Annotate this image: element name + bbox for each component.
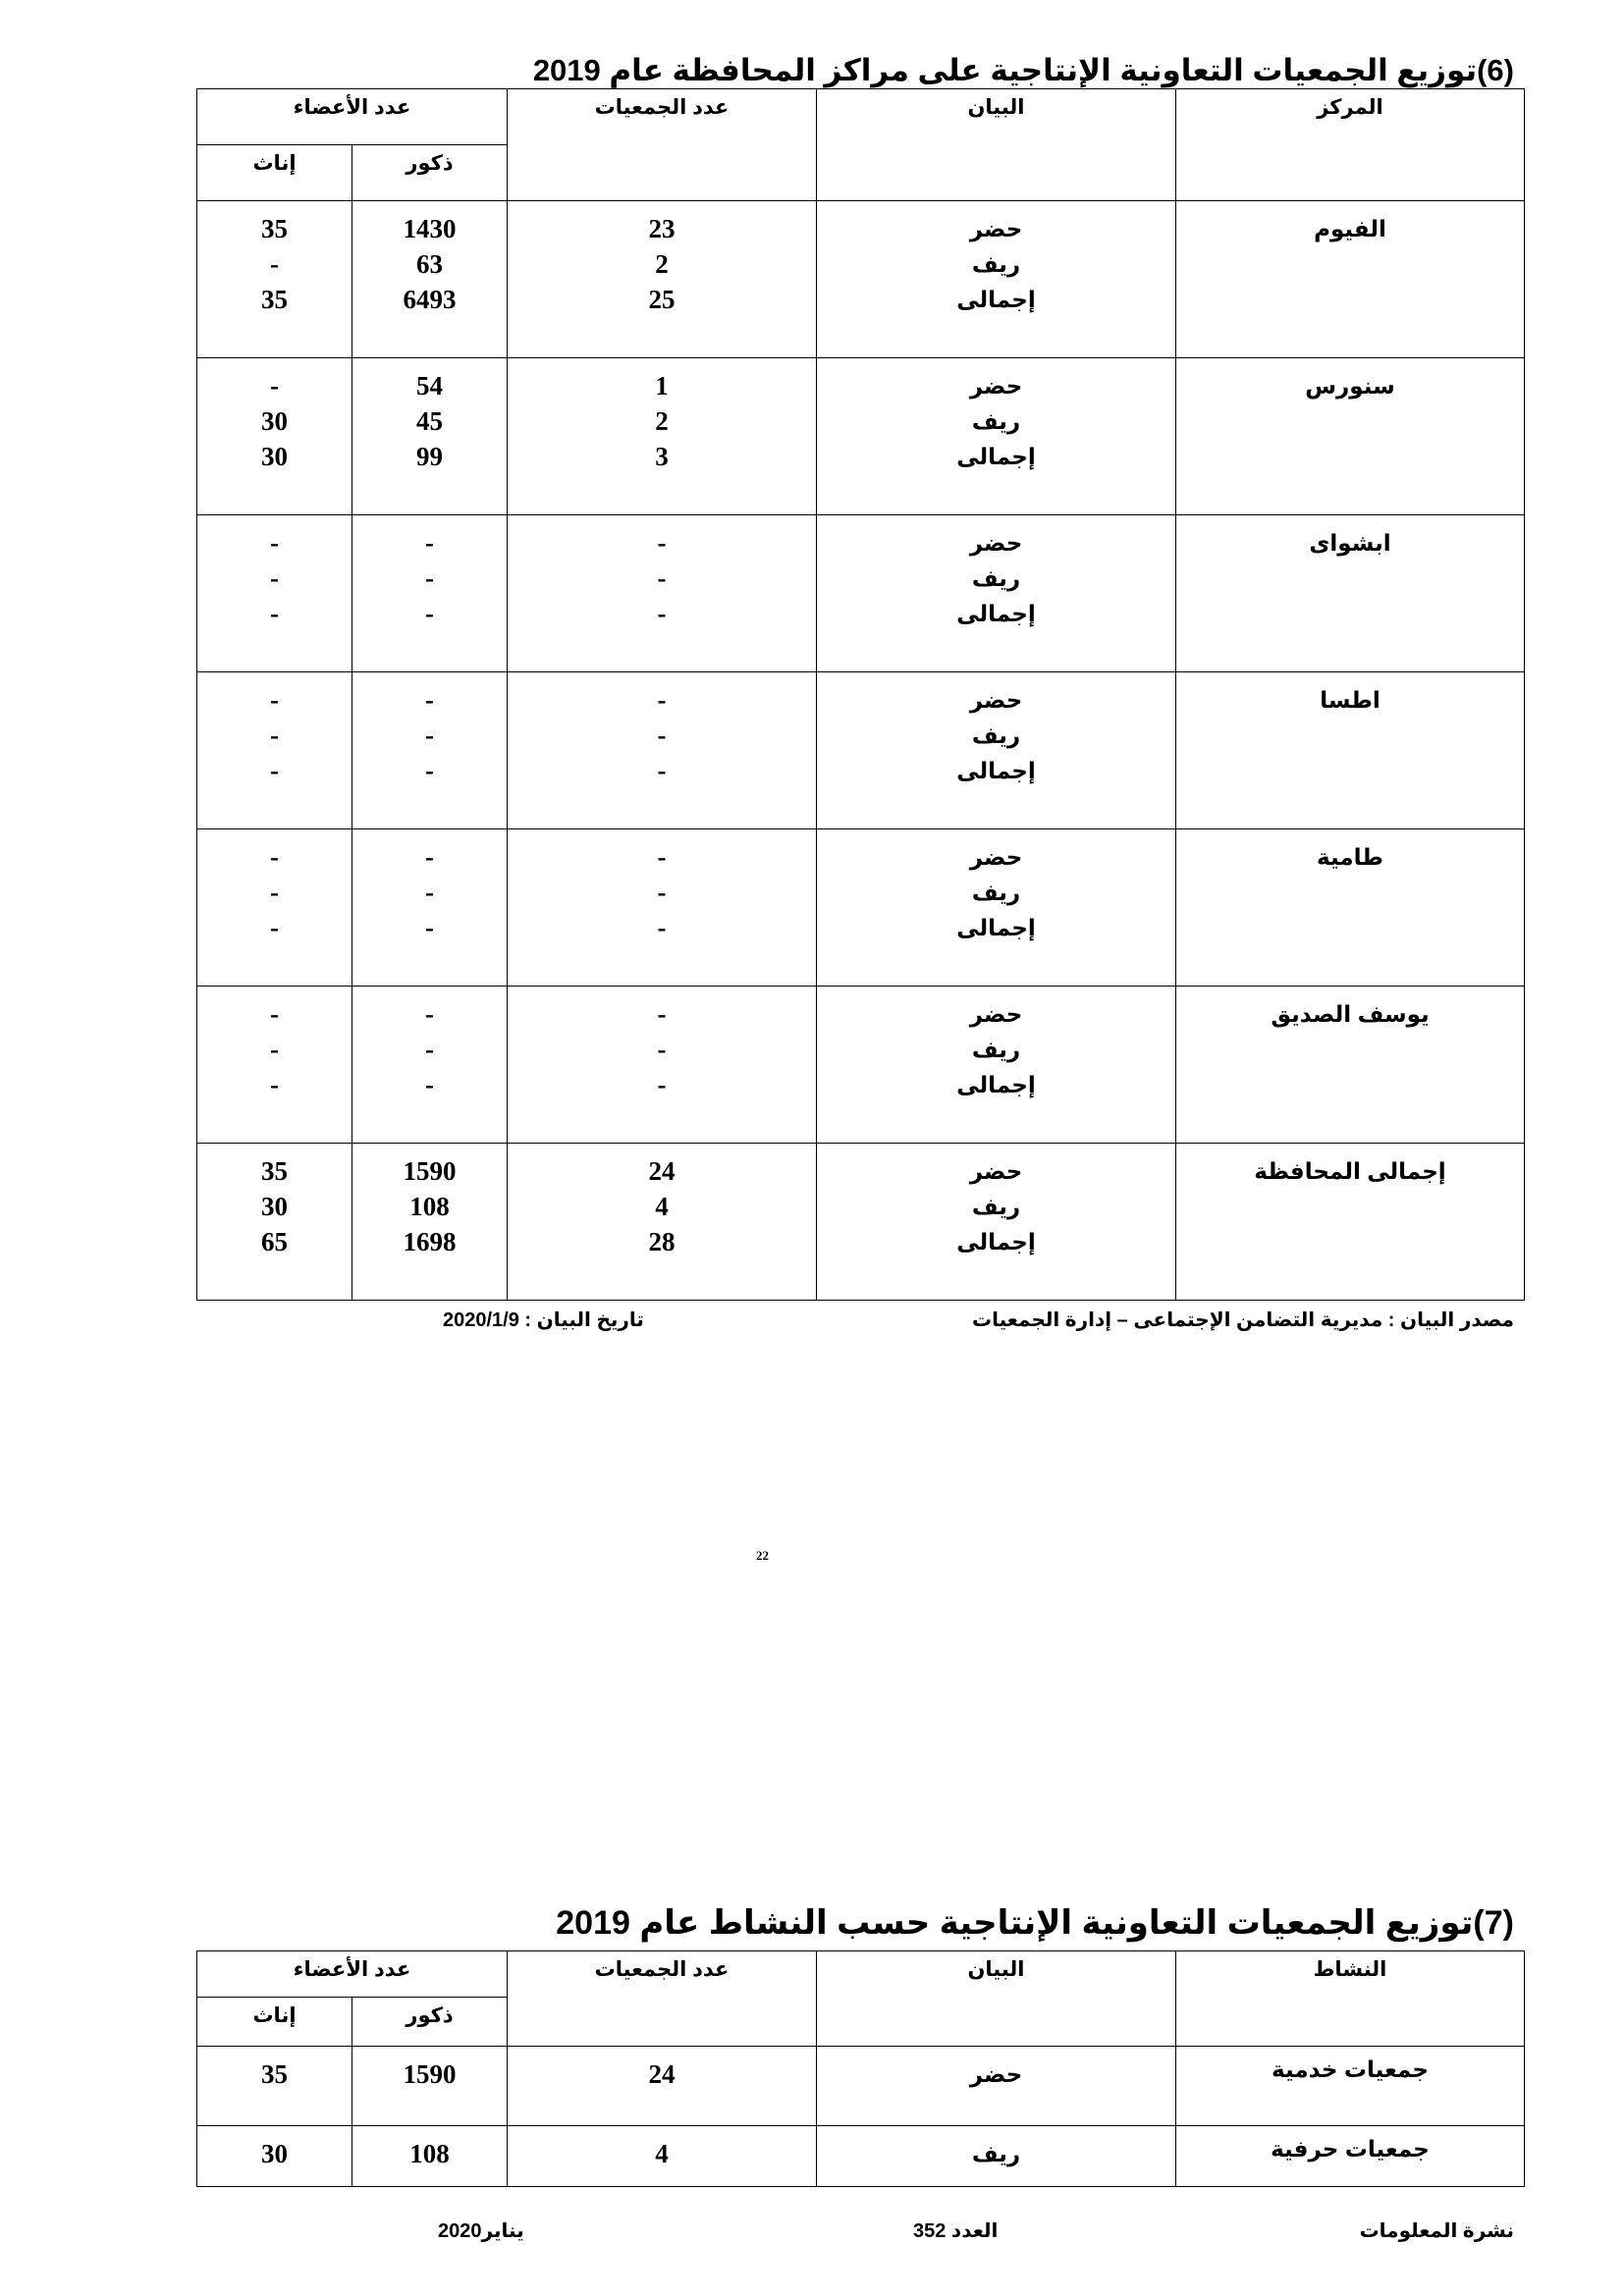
males-cell-value: - [425,1035,434,1064]
females-cell-value: - [270,1035,279,1064]
males-cell-value: - [425,913,434,942]
center-name: ابشواى [1309,530,1391,556]
males-cell-value: 1590 [403,2059,457,2089]
statement-cell [817,201,1176,358]
males-cell-value: 1698 [403,1227,457,1256]
societies-cell-value: 24 [648,1156,676,1186]
societies-cell [508,672,817,829]
page-number: 22 [756,1548,769,1563]
table-6-body [197,201,1525,1301]
males-cell [352,515,508,672]
males-cell-value: 45 [416,406,443,436]
females-cell-value: 35 [261,214,288,243]
males-cell [352,201,508,358]
females-cell [197,1144,352,1301]
statement-cell-value: حضر [969,530,1023,556]
societies-cell [508,358,817,515]
females-cell-value: 35 [261,285,288,314]
males-cell [352,987,508,1144]
males-cell-value: 108 [409,1192,450,1221]
statement-cell-value: إجمالى [956,758,1036,783]
center-name: اطسا [1320,687,1380,713]
statement-cell-value: إجمالى [956,1229,1036,1255]
females-cell [197,672,352,829]
header-statement: البيان [817,89,1176,201]
statement-cell-value: ريف [971,408,1021,434]
table-row [197,515,1525,672]
societies-cell-value: 2 [655,249,669,279]
females-cell-value: - [270,999,279,1029]
statement-cell [817,1144,1176,1301]
statement-cell [817,515,1176,672]
center-cell [1176,515,1525,672]
females-cell-value: - [270,528,279,558]
females-cell-value: - [270,249,279,279]
societies-cell-value: - [657,999,667,1029]
females-cell-value: 30 [261,442,288,471]
males-cell-value: - [425,721,434,750]
societies-cell-value: 23 [648,214,676,243]
females-cell [197,987,352,1144]
table-row [197,672,1525,829]
statement-cell-value: إجمالى [956,444,1036,469]
table-row [197,987,1525,1144]
table-row [197,829,1525,987]
center-name: يوسف الصديق [1271,1001,1430,1027]
males-cell [352,672,508,829]
males-cell-value: - [425,1070,434,1099]
males-cell [352,2126,508,2187]
societies-cell-value: 25 [648,285,676,314]
males-cell [352,1144,508,1301]
females-cell-value: 35 [261,2059,288,2089]
females-cell [197,358,352,515]
societies-cell-value: 4 [655,2139,669,2168]
societies-cell [508,1144,817,1301]
females-cell-value: 30 [261,406,288,436]
statement-cell-value: حضر [969,2061,1023,2087]
header-activity: النشاط [1176,1951,1525,2047]
statement-cell [817,829,1176,987]
activity-cell [1176,2047,1525,2126]
males-cell [352,829,508,987]
header-males: ذكور [352,1998,508,2047]
header-females: إناث [197,145,352,201]
societies-cell-value: - [657,1035,667,1064]
societies-cell-value: - [657,685,667,715]
males-cell-value: - [425,999,434,1029]
females-cell-value: - [270,599,279,628]
societies-cell-value: 4 [655,1192,669,1221]
statement-cell [817,2047,1176,2126]
footer-bulletin-name: نشرة المعلومات [1359,2220,1514,2242]
table-7-body [197,2047,1525,2187]
statement-cell-value: ريف [971,880,1021,905]
societies-cell-value: - [657,913,667,942]
females-cell-value: 65 [261,1227,288,1256]
males-cell-value: - [425,842,434,872]
footer-issue-number: العدد 352 [913,2220,999,2242]
societies-cell-value: - [657,528,667,558]
center-name: سنورس [1305,373,1395,399]
header-num-societies: عدد الجمعيات [508,89,817,201]
header-num-members: عدد الأعضاء [197,1951,508,1998]
center-name: الفيوم [1314,216,1386,241]
table-row [197,2047,1525,2126]
statement-cell-value: حضر [969,216,1023,241]
statement-cell [817,672,1176,829]
societies-cell [508,2126,817,2187]
societies-cell-value: 2 [655,406,669,436]
males-cell-value: - [425,878,434,907]
header-num-societies: عدد الجمعيات [508,1951,817,2047]
males-cell [352,358,508,515]
center-name: إجمالى المحافظة [1254,1158,1446,1184]
males-cell-value: 63 [416,249,443,279]
activity-cell [1176,2126,1525,2187]
societies-cell-value: - [657,1070,667,1099]
males-cell-value: - [425,563,434,593]
table-row [197,2126,1525,2187]
center-name: طامية [1317,844,1383,870]
societies-cell-value: 1 [655,371,669,400]
males-cell [352,2047,508,2126]
societies-by-center-table [196,88,1525,1301]
table-row [197,358,1525,515]
statement-cell-value: ريف [971,1194,1021,1219]
statement-cell-value: ريف [971,722,1021,748]
males-cell-value: 6493 [403,285,457,314]
activity-cell-value: جمعيات خدمية [1272,2056,1429,2082]
statement-cell-value: ريف [971,565,1021,591]
males-cell-value: 99 [416,442,443,471]
societies-cell-value: - [657,878,667,907]
center-cell [1176,1144,1525,1301]
statement-cell-value: ريف [971,2141,1021,2166]
table-row [197,201,1525,358]
statement-cell-value: ريف [971,1037,1021,1062]
header-center: المركز [1176,89,1525,201]
males-cell-value: - [425,599,434,628]
statement-cell [817,358,1176,515]
societies-cell-value: - [657,756,667,785]
females-cell-value: - [270,842,279,872]
statement-cell-value: إجمالى [956,287,1036,312]
females-cell [197,2047,352,2126]
males-cell-value: 108 [409,2139,450,2168]
header-females: إناث [197,1998,352,2047]
activity-cell-value: جمعيات حرفية [1271,2136,1430,2162]
males-cell-value: - [425,685,434,715]
data-source-note: مصدر البيان : مديرية التضامن الإجتماعى – إدارة الجمعيات [971,1309,1514,1331]
societies-cell-value: - [657,563,667,593]
females-cell [197,2126,352,2187]
societies-cell-value: - [657,599,667,628]
males-cell-value: 54 [416,371,443,400]
center-cell [1176,829,1525,987]
females-cell-value: - [270,563,279,593]
table-7-title: (7)توزيع الجمعيات التعاونية الإنتاجية حسب النشاط عام 2019 [556,1904,1514,1942]
males-cell-value: 1430 [403,214,457,243]
females-cell-value: - [270,878,279,907]
center-cell [1176,201,1525,358]
statement-cell [817,2126,1176,2187]
statement-cell-value: إجمالى [956,601,1036,626]
header-males: ذكور [352,145,508,201]
societies-cell-value: 24 [648,2059,676,2089]
societies-cell-value: - [657,842,667,872]
females-cell-value: - [270,913,279,942]
statement-cell-value: حضر [969,844,1023,870]
societies-cell-value: 28 [648,1227,676,1256]
statement-cell-value: حضر [969,1158,1023,1184]
center-cell [1176,672,1525,829]
statement-cell [817,987,1176,1144]
males-cell-value: 1590 [403,1156,457,1186]
table-6-title: (6)توزيع الجمعيات التعاونية الإنتاجية على مراكز المحافظة عام 2019 [532,53,1514,87]
statement-cell-value: حضر [969,373,1023,399]
societies-cell [508,2047,817,2126]
societies-cell [508,515,817,672]
females-cell [197,515,352,672]
females-cell-value: - [270,685,279,715]
females-cell-value: 35 [261,1156,288,1186]
societies-cell-value: - [657,721,667,750]
statement-cell-value: حضر [969,1001,1023,1027]
females-cell-value: 30 [261,2139,288,2168]
header-num-members: عدد الأعضاء [197,89,508,145]
statement-cell-value: حضر [969,687,1023,713]
statement-cell-value: إجمالى [956,915,1036,940]
center-cell [1176,358,1525,515]
table-row [197,1144,1525,1301]
males-cell-value: - [425,756,434,785]
females-cell-value: - [270,756,279,785]
females-cell-value: - [270,1070,279,1099]
females-cell [197,201,352,358]
males-cell-value: - [425,528,434,558]
footer-date: يناير2020 [438,2220,524,2242]
societies-cell [508,829,817,987]
societies-cell-value: 3 [655,442,669,471]
females-cell-value: - [270,721,279,750]
females-cell-value: - [270,371,279,400]
societies-cell [508,201,817,358]
females-cell-value: 30 [261,1192,288,1221]
data-date-note: تاريخ البيان : 2020/1/9 [443,1309,644,1331]
header-statement: البيان [817,1951,1176,2047]
societies-cell [508,987,817,1144]
center-cell [1176,987,1525,1144]
statement-cell-value: ريف [971,251,1021,277]
statement-cell-value: إجمالى [956,1072,1036,1097]
societies-by-activity-table [196,1950,1525,2187]
females-cell [197,829,352,987]
